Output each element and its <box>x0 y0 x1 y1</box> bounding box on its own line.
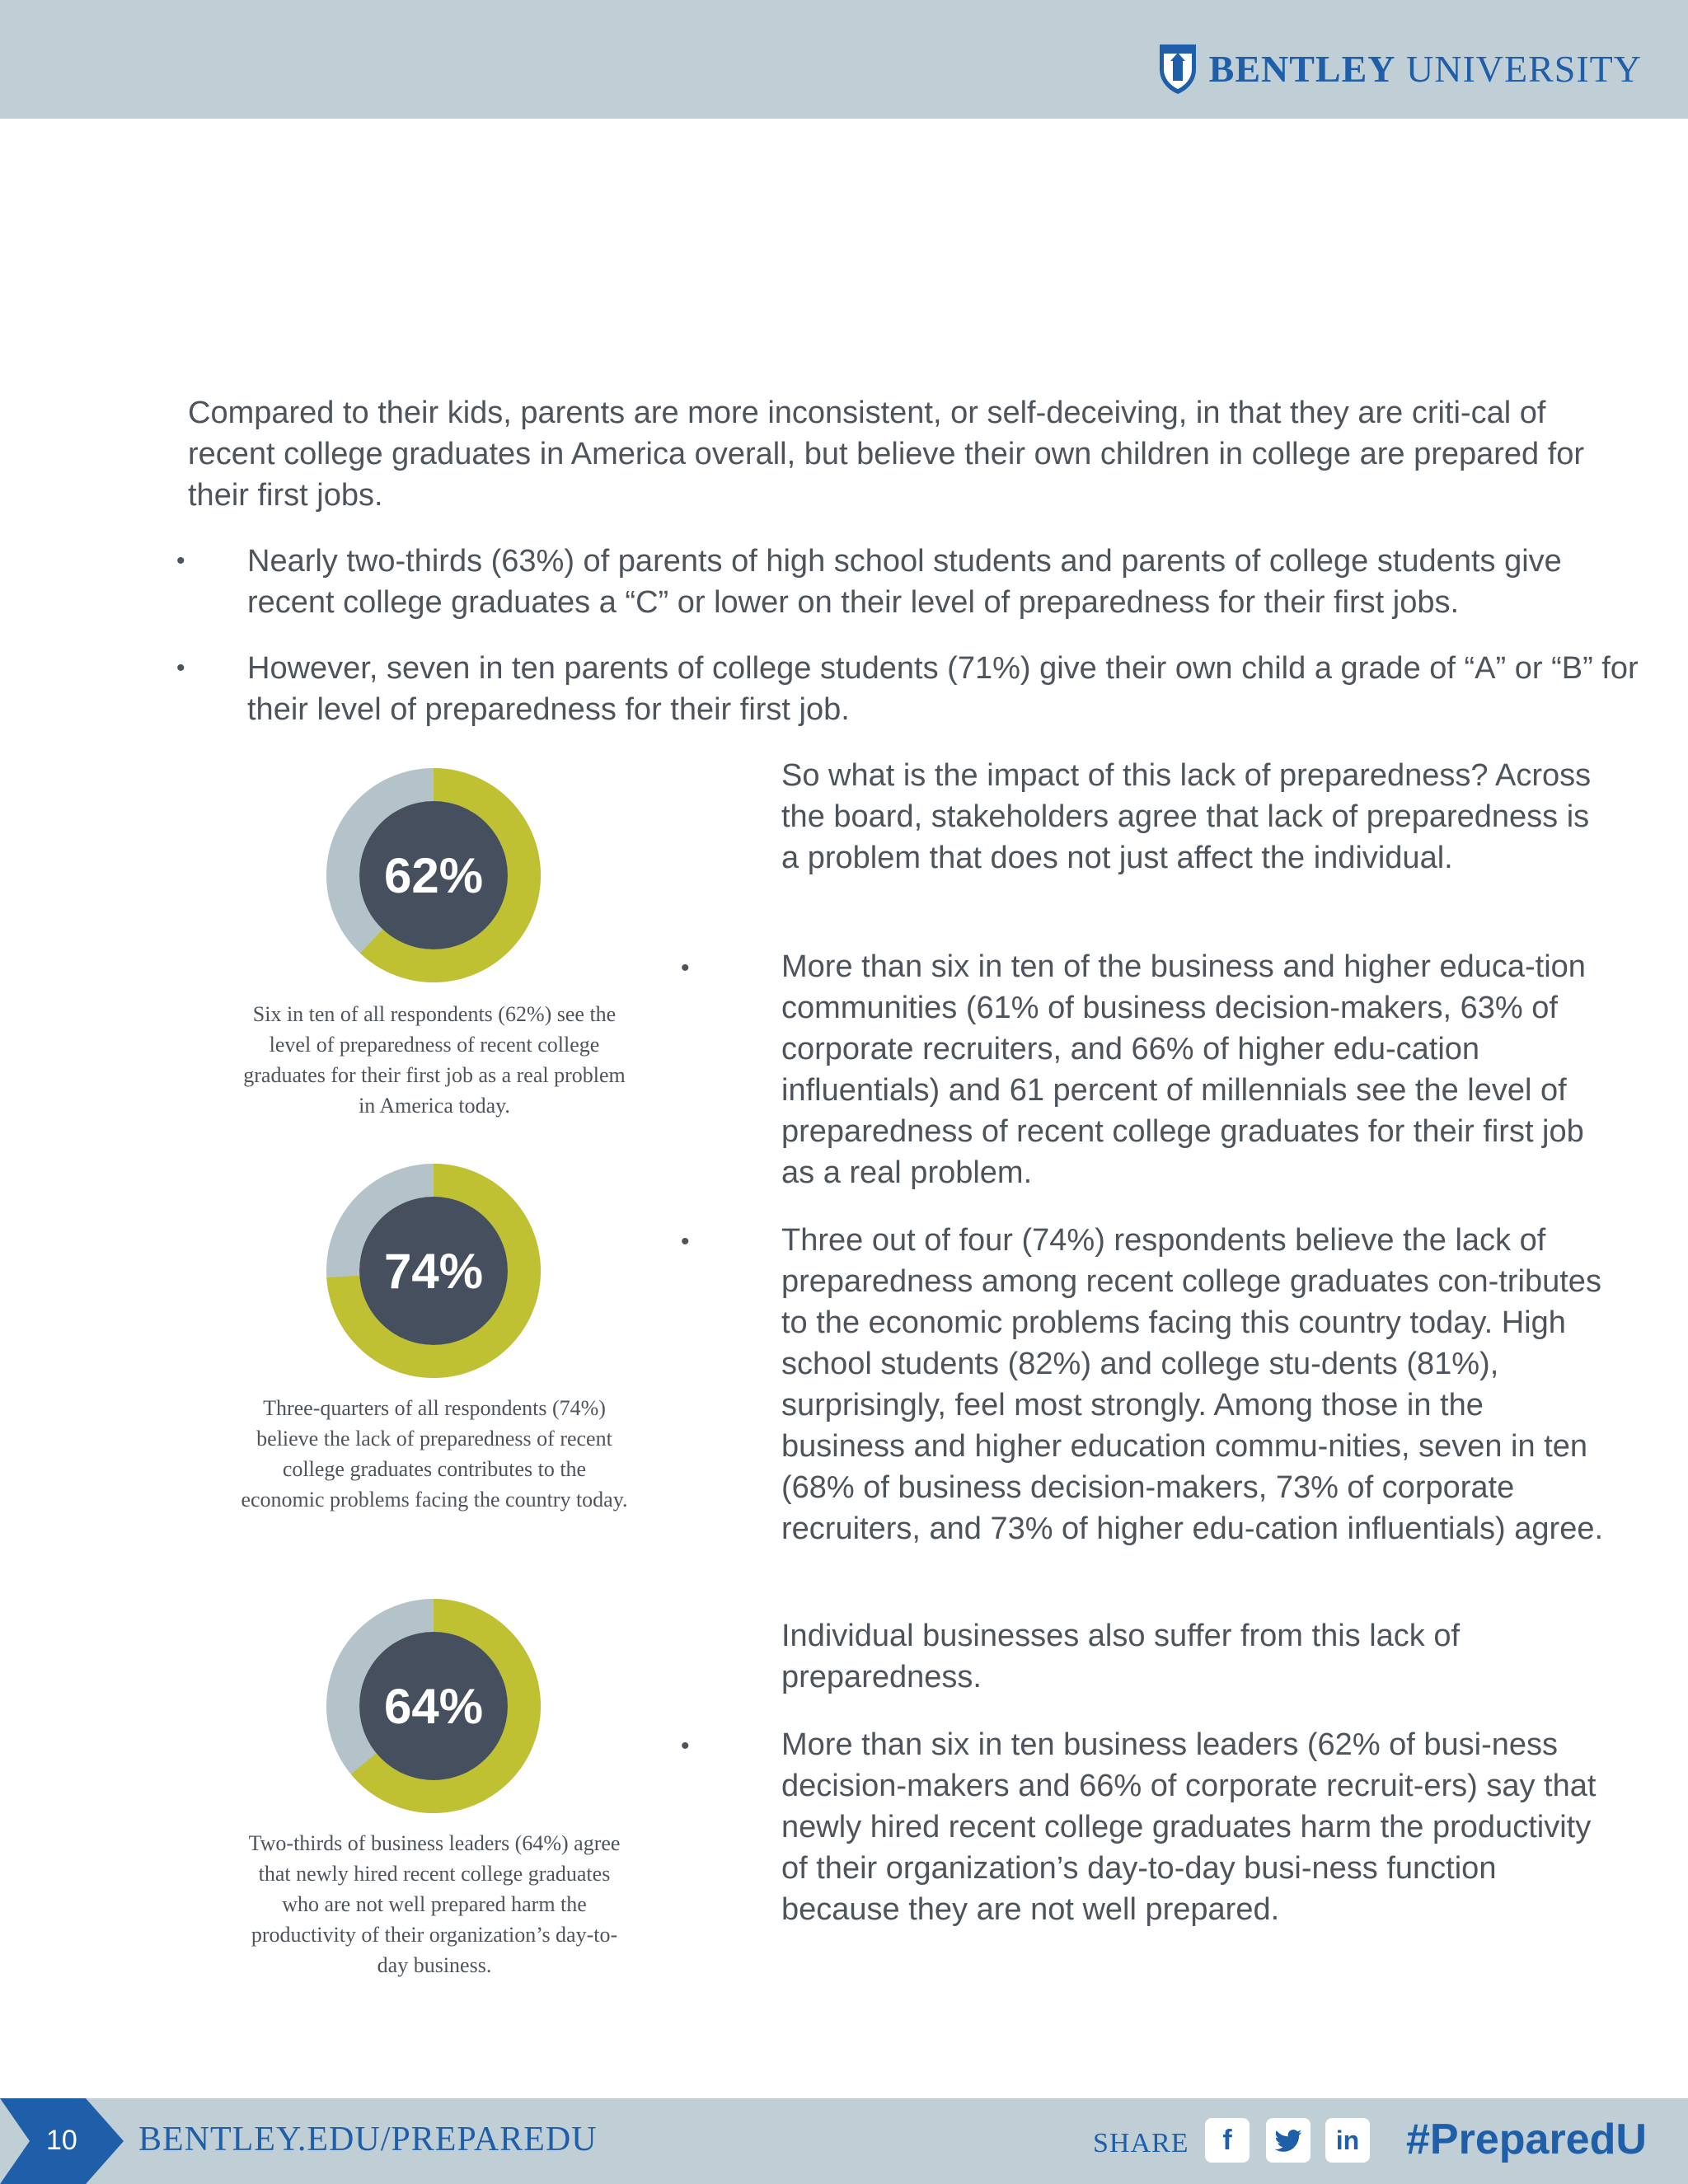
stat-donut-2 <box>326 1164 541 1378</box>
stat-donut-3 <box>326 1599 541 1813</box>
impact-bullet-1-text: More than six in ten of the business and higher educa-tion communities (61% of business decision-makers, 63% of corporate recruiters, and 66% of higher edu-cation influentials) and 61 percent of millennials see the level of preparedness of recent college graduates for their first job as a real problem. <box>781 949 1586 1190</box>
stat-2-caption: Three-quarters of all respondents (74%) believe the lack of preparedness of recent college graduates contributes to the economic problems facing the country today. <box>241 1396 628 1511</box>
facebook-icon[interactable]: f <box>1205 2118 1250 2163</box>
impact-bullet-2 <box>681 1220 1606 1549</box>
stat-1-value: 62% <box>383 847 484 903</box>
impact-bullet-1 <box>681 946 1606 1193</box>
bullet-dot: • <box>681 1732 690 1760</box>
bullet-dot: • <box>176 547 185 574</box>
footer-band <box>0 2098 1688 2184</box>
linkedin-icon[interactable]: in <box>1325 2118 1370 2163</box>
business-intro: Individual businesses also suffer from this lack of preparedness. <box>781 1619 1461 1694</box>
top-bullet-1-text: Nearly two-thirds (63%) of parents of high school students and parents of college students give recent college graduates a “C” or lower on their level of preparedness for their first jobs. <box>247 544 1562 620</box>
stat-1-caption: Six in ten of all respondents (62%) see the level of preparedness of recent college graduates for their first job as a real problem in America today. <box>243 1002 626 1118</box>
bentley-logo[interactable] <box>1156 41 1642 96</box>
impact-bullet-2-text: Three out of four (74%) respondents believe the lack of preparedness among recent college graduates con-tributes to the economic problems facing this country today. High school students (82%) and college stu-dents (81%), surprisingly, feel most strongly. Among those in the business and higher education commu-nities, seven in ten (68% of business decision-makers, 73% of corporate recruiters, and 73% of higher edu-cation influentials) agree. <box>781 1223 1604 1546</box>
top-bullet-1 <box>176 541 1640 623</box>
bullet-dot: • <box>681 1228 690 1255</box>
top-bullet-2-text: However, seven in ten parents of college students (71%) give their own child a grade of “A” or “B” for their level of preparedness for their first job. <box>247 651 1639 727</box>
top-bullet-2 <box>176 648 1640 730</box>
stat-3-value: 64% <box>383 1678 484 1734</box>
header-band <box>0 0 1688 119</box>
impact-bullet-3 <box>681 1724 1606 1930</box>
impact-bullet-3-text: More than six in ten business leaders (62% of busi-ness decision-makers and 66% of corporate recruit-ers) say that newly hired recent college graduates harm the productivity of their organization’s day-to-day busi-ness function because they are not well prepared. <box>781 1727 1597 1927</box>
bentley-shield-icon <box>1156 41 1199 96</box>
stat-2-value: 74% <box>383 1243 484 1299</box>
bullet-dot: • <box>681 954 690 982</box>
impact-intro: So what is the impact of this lack of preparedness? Across the board, stakeholders agree that lack of preparedness is a problem that does not just affect the individual. <box>781 758 1592 875</box>
stat-3-caption: Two-thirds of business leaders (64%) agree that newly hired recent college graduates who are not well prepared harm the productivity of their organization’s day-to-day business. <box>248 1831 621 1977</box>
hashtag-link[interactable]: #PreparedU <box>1406 2116 1647 2163</box>
page-number: 10 <box>46 2125 77 2156</box>
brand-name-light: UNIVERSITY <box>1406 47 1642 90</box>
footer-url-link[interactable]: BENTLEY.EDU/PREPAREDU <box>138 2121 598 2158</box>
brand-name-bold: BENTLEY <box>1208 47 1396 90</box>
bullet-dot: • <box>176 654 185 682</box>
twitter-icon[interactable] <box>1266 2118 1311 2163</box>
brand-name <box>1209 47 1642 91</box>
twitter-bird-glyph <box>1273 2125 1303 2155</box>
intro-paragraph: Compared to their kids, parents are more inconsistent, or self-deceiving, in that they are criti-cal of recent college graduates in America overall, but believe their own children in college are prepared for their first jobs. <box>188 396 1585 513</box>
share-label: SHARE <box>1093 2128 1189 2158</box>
stat-donut-1 <box>326 768 541 982</box>
